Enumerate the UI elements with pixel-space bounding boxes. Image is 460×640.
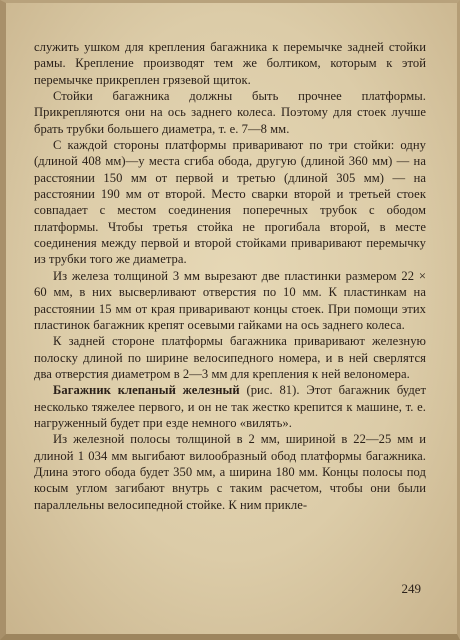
paragraph-4-text: Из железа толщиной 3 мм вырезают две пластинки размером 22 × 60 мм, в них высверливают отверстия по 10 мм. К пластинкам на расстоянии 15 мм от края приваривают концы стоек. При помощи этих пластинок багажник крепят осевыми гайками на ось заднего колеса. [34, 268, 426, 332]
paragraph-3 [34, 137, 426, 268]
section-heading-riveted-rack: Багажник клепаный железный [53, 383, 240, 398]
paragraph-5-text: К задней стороне платформы багажника приваривают железную полоску длиной по ширине велосипедного номера, и в ней сверлятся два отверстия диаметром в 2—3 мм для крепления к ней велономера. [34, 334, 426, 381]
paragraph-7 [34, 431, 426, 513]
paragraph-7-text: Из железной полосы толщиной в 2 мм, шириной в 22—25 мм и длиной 1 034 мм выгибают вилообразный обод платформы багажника. Длина этого обода будет 350 мм, а ширина 180 мм. Концы полосы под косым углом загибают внутрь с таким расчетом, чтобы они были параллельны велосипедной стойке. К ним прикле- [34, 432, 426, 512]
paragraph-2-text: Стойки багажника должны быть прочнее платформы. Прикрепляются они на ось заднего колеса. Поэтому для стоек лучше брать трубки большего диаметра, т. е. 7—8 мм. [34, 89, 426, 136]
page-number: 249 [401, 581, 421, 596]
body-text [34, 39, 426, 513]
paragraph-6-text: (рис. 81). Этот багажник будет несколько тяжелее первого, и он не так жестко крепится к машине, т. е. нагруженный будет при езде немного «вилять». [34, 383, 427, 430]
paragraph-1-text: служить ушком для крепления багажника к перемычке задней стойки рамы. Крепление производят тем же болтиком, которым к этой перемычке прикреплен грязевой щиток. [34, 40, 426, 87]
paragraph-6 [34, 382, 426, 431]
paragraph-1 [34, 39, 426, 88]
paragraph-2 [34, 88, 426, 137]
paragraph-4 [34, 268, 426, 333]
paragraph-5 [34, 333, 426, 382]
paragraph-3-text: С каждой стороны платформы приваривают по три стойки: одну (длиной 408 мм)—у места сгиба обода, другую (длиной 360 мм) — на расстоянии 150 мм от первой и третью (длиной 305 мм) — на расстоянии 190 мм от второй. Место сварки второй и третьей стоек совпадает с местом соединения поперечных трубок с ободом платформы. Чтобы третья стойка не прогибала второй, в месте соединения между первой и второй стойками приваривают перемычку из трубки того же диаметра. [34, 138, 426, 267]
